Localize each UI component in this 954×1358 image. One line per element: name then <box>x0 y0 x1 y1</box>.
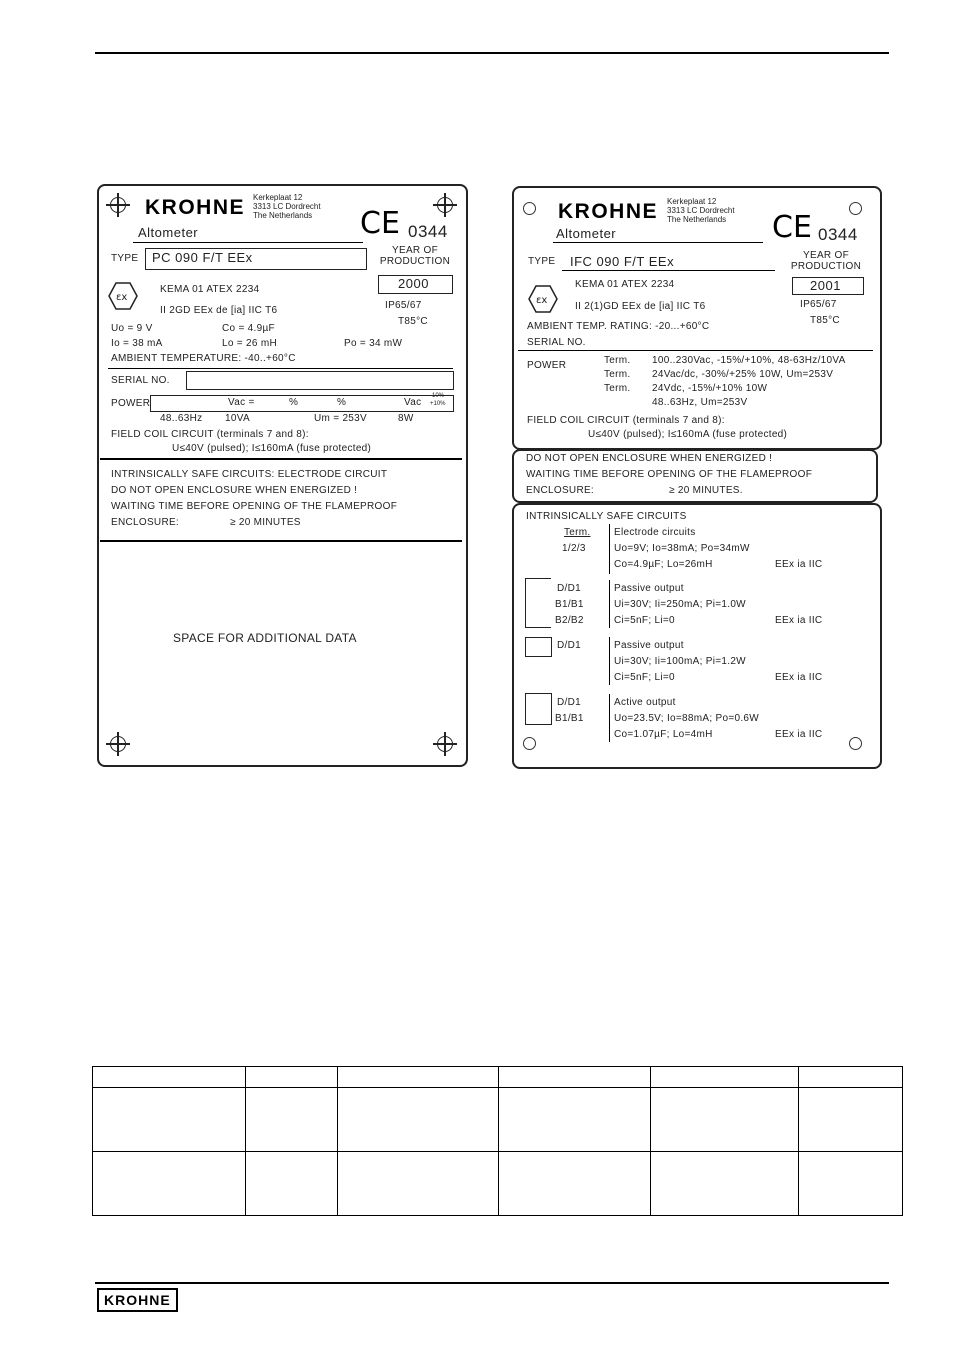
circuit-divider <box>609 637 610 685</box>
mounting-hole-icon <box>523 202 536 215</box>
ambient-rule <box>108 368 453 369</box>
table-row <box>93 1067 903 1088</box>
is-warning-line-1: INTRINSICALLY SAFE CIRCUITS: ELECTRODE CIRCUIT <box>111 469 388 480</box>
product-underline <box>553 242 763 243</box>
power-percent-2: % <box>337 397 347 408</box>
ex-hexagon-icon <box>108 282 138 310</box>
footer-rule <box>95 1282 889 1284</box>
ce-notified-body: 0344 <box>818 225 858 244</box>
circuit-1-term-1: D/D1 <box>557 583 581 594</box>
circuit-3-line-1: Uo=23.5V; Io=88mA; Po=0.6W <box>614 713 760 724</box>
power-label: POWER <box>111 398 151 409</box>
ce-notified-body: 0344 <box>408 222 448 241</box>
table-cell <box>651 1067 799 1088</box>
mounting-screw-icon <box>110 736 126 752</box>
table-cell <box>93 1088 246 1152</box>
power-vac-2: Vac <box>404 397 422 408</box>
certificate-number: KEMA 01 ATEX 2234 <box>160 284 260 295</box>
table-cell <box>338 1088 499 1152</box>
power-row-label-1: Term. <box>604 355 631 366</box>
svg-text:εx: εx <box>116 292 128 303</box>
electrode-title: Electrode circuits <box>614 527 696 538</box>
circuit-1-term-2: B1/B1 <box>555 599 584 610</box>
ip-rating: IP65/67 <box>385 300 422 311</box>
circuit-1-line-2: Ci=5nF; Li=0 <box>614 615 675 626</box>
is-warning-line-4: ENCLOSURE: <box>111 517 180 528</box>
circuit-1-line-1: Ui=30V; Ii=250mA; Pi=1.0W <box>614 599 746 610</box>
circuit-1-rating: EEx ia IIC <box>775 615 823 626</box>
mounting-hole-icon <box>849 202 862 215</box>
is-warning-line-3: WAITING TIME BEFORE OPENING OF THE FLAMEPROOF <box>111 501 398 512</box>
ce-mark-icon: CE <box>772 210 812 245</box>
type-value: PC 090 F/T EEx <box>152 250 253 265</box>
circuit-3-title: Active output <box>614 697 676 708</box>
table-cell <box>499 1067 651 1088</box>
ex-hexagon-icon <box>528 285 558 313</box>
circuit-3-rating: EEx ia IIC <box>775 729 823 740</box>
power-tolerance-minus: -10% <box>430 393 445 399</box>
power-row-1: 100..230Vac, -15%/+10%, 48-63Hz/10VA <box>652 355 846 366</box>
table-cell <box>651 1152 799 1216</box>
svg-text:εx: εx <box>536 295 548 306</box>
table-cell <box>799 1067 903 1088</box>
warning-line-3: ENCLOSURE: <box>526 485 595 496</box>
circuit-1-term-3: B2/B2 <box>555 615 584 626</box>
power-va: 10VA <box>225 413 250 424</box>
year-value: 2001 <box>810 278 841 293</box>
table-cell <box>246 1152 338 1216</box>
section-divider <box>100 540 462 542</box>
certificate-number: KEMA 01 ATEX 2234 <box>575 279 675 290</box>
product-underline <box>133 242 363 243</box>
circuit-2-rating: EEx ia IIC <box>775 672 823 683</box>
additional-data-space: SPACE FOR ADDITIONAL DATA <box>173 631 357 645</box>
footer-logo: KROHNE <box>97 1288 178 1312</box>
table-cell <box>338 1067 499 1088</box>
type-label: TYPE <box>111 253 139 264</box>
field-coil-title: FIELD COIL CIRCUIT (terminals 7 and 8): <box>111 429 309 440</box>
power-tolerance-plus: +10% <box>430 401 446 407</box>
field-coil-title: FIELD COIL CIRCUIT (terminals 7 and 8): <box>527 415 725 426</box>
table-cell <box>93 1067 246 1088</box>
ip-rating: IP65/67 <box>800 299 837 310</box>
power-row-3: 24Vdc, -15%/+10% 10W <box>652 383 768 394</box>
term-values: 1/2/3 <box>562 543 586 554</box>
power-percent-1: % <box>289 397 299 408</box>
electrode-rating: EEx ia IIC <box>775 559 823 570</box>
terminal-bracket <box>525 637 552 657</box>
type-label: TYPE <box>528 256 556 267</box>
table-cell <box>499 1152 651 1216</box>
serial-field <box>186 371 454 390</box>
power-row-2: 24Vac/dc, -30%/+25% 10W, Um=253V <box>652 369 834 380</box>
table-cell <box>246 1088 338 1152</box>
electrical-co: Co = 4.9µF <box>222 323 275 334</box>
section-divider <box>100 458 462 460</box>
ex-code: II 2(1)GD EEx de [ia] IIC T6 <box>575 301 706 312</box>
serial-label: SERIAL NO. <box>111 375 170 386</box>
electrical-po: Po = 34 mW <box>344 338 403 349</box>
table-cell <box>499 1088 651 1152</box>
circuit-2-title: Passive output <box>614 640 684 651</box>
ex-code: II 2GD EEx de [ia] IIC T6 <box>160 305 278 316</box>
serial-rule <box>518 350 873 351</box>
year-heading: YEAR OF PRODUCTION <box>379 245 451 267</box>
circuit-divider <box>609 694 610 742</box>
circuit-2-term-1: D/D1 <box>557 640 581 651</box>
power-row-label-2: Term. <box>604 369 631 380</box>
circuit-3-term-2: B1/B1 <box>555 713 584 724</box>
circuit-3-line-2: Co=1.07µF; Lo=4mH <box>614 729 713 740</box>
ambient-temperature: AMBIENT TEMPERATURE: -40..+60°C <box>111 353 296 364</box>
temperature-class: T85°C <box>810 315 840 326</box>
header-rule <box>95 52 889 54</box>
type-underline <box>562 270 775 271</box>
circuit-1-title: Passive output <box>614 583 684 594</box>
table-row <box>93 1152 903 1216</box>
field-coil-value: U≤40V (pulsed); I≤160mA (fuse protected) <box>172 443 372 454</box>
product-name: Altometer <box>556 226 617 241</box>
is-title: INTRINSICALLY SAFE CIRCUITS <box>526 511 687 522</box>
terminal-bracket <box>525 578 551 628</box>
ambient-rating: AMBIENT TEMP. RATING: -20...+60°C <box>527 321 710 332</box>
electrical-lo: Lo = 26 mH <box>222 338 277 349</box>
warning-line-1: DO NOT OPEN ENCLOSURE WHEN ENERGIZED ! <box>526 453 773 464</box>
type-value: IFC 090 F/T EEx <box>570 254 675 269</box>
year-value: 2000 <box>398 276 429 291</box>
table-cell <box>246 1067 338 1088</box>
power-vac-1: Vac = <box>228 397 255 408</box>
serial-label: SERIAL NO. <box>527 337 586 348</box>
warning-line-2: WAITING TIME BEFORE OPENING OF THE FLAMEPROOF <box>526 469 813 480</box>
electrode-line-1: Uo=9V; Io=38mA; Po=34mW <box>614 543 750 554</box>
field-coil-value: U≤40V (pulsed); I≤160mA (fuse protected) <box>588 429 788 440</box>
circuit-2-line-1: Ui=30V; Ii=100mA; Pi=1.2W <box>614 656 746 667</box>
circuit-divider <box>609 524 610 574</box>
mounting-screw-icon <box>110 197 126 213</box>
brand-logo: KROHNE <box>145 196 246 219</box>
electrode-line-2: Co=4.9µF; Lo=26mH <box>614 559 713 570</box>
mounting-screw-icon <box>437 197 453 213</box>
warning-time: ≥ 20 MINUTES. <box>669 485 743 496</box>
mounting-hole-icon <box>849 737 862 750</box>
manufacturer-address: Kerkeplaat 12 3313 LC Dordrecht The Netherlands <box>667 197 735 224</box>
is-warning-time: ≥ 20 MINUTES <box>230 517 301 528</box>
year-heading: YEAR OF PRODUCTION <box>790 250 862 272</box>
mounting-hole-icon <box>523 737 536 750</box>
table-cell <box>651 1088 799 1152</box>
power-row-4: 48..63Hz, Um=253V <box>652 397 748 408</box>
manufacturer-address: Kerkeplaat 12 3313 LC Dordrecht The Netherlands <box>253 193 321 220</box>
mounting-screw-icon <box>437 736 453 752</box>
power-row-label-3: Term. <box>604 383 631 394</box>
product-name: Altometer <box>138 225 199 240</box>
power-watts: 8W <box>398 413 414 424</box>
temperature-class: T85°C <box>398 316 428 327</box>
empty-table <box>92 1066 903 1216</box>
power-label: POWER <box>527 360 567 371</box>
table-cell <box>338 1152 499 1216</box>
term-label: Term. <box>564 527 591 538</box>
power-um: Um = 253V <box>314 413 368 424</box>
is-warning-line-2: DO NOT OPEN ENCLOSURE WHEN ENERGIZED ! <box>111 485 358 496</box>
table-row <box>93 1088 903 1152</box>
circuit-2-line-2: Ci=5nF; Li=0 <box>614 672 675 683</box>
table-cell <box>799 1152 903 1216</box>
terminal-bracket <box>525 693 552 725</box>
brand-logo: KROHNE <box>558 200 659 223</box>
electrical-io: Io = 38 mA <box>111 338 163 349</box>
power-frequency: 48..63Hz <box>160 413 203 424</box>
circuit-3-term-1: D/D1 <box>557 697 581 708</box>
table-cell <box>93 1152 246 1216</box>
electrical-uo: Uo = 9 V <box>111 323 153 334</box>
circuit-divider <box>609 580 610 628</box>
table-cell <box>799 1088 903 1152</box>
ce-mark-icon: CE <box>360 206 400 241</box>
